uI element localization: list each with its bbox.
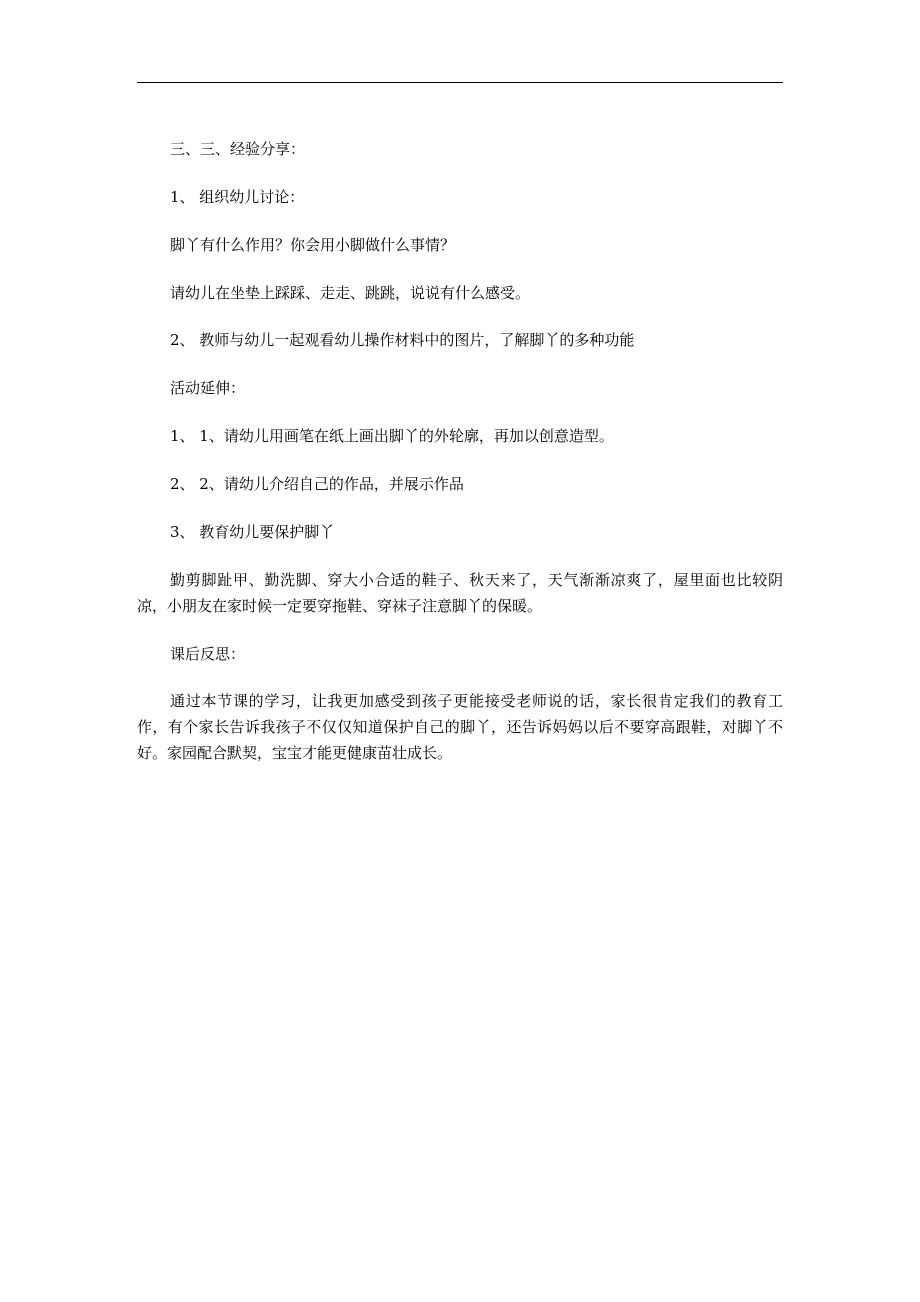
extension-item-3: 3、 教育幼儿要保护脚丫 <box>170 523 335 541</box>
care-paragraph: 勤剪脚趾甲、勤洗脚、穿大小合适的鞋子、秋天来了，天气渐渐凉爽了，屋里面也比较阴凉，小朋友在家时候一定要穿拖鞋、穿袜子注意脚丫的保暖。 <box>137 571 783 615</box>
instruction-line: 请幼儿在坐垫上踩踩、走走、跳跳，说说有什么感受。 <box>170 284 531 302</box>
extension-item-2: 2、 2、请幼儿介绍自己的作品，并展示作品 <box>170 475 464 493</box>
item-1-discussion: 1、 组织幼儿讨论： <box>170 188 305 206</box>
header-rule <box>137 82 783 83</box>
extension-heading: 活动延伸： <box>170 379 246 397</box>
item-2-pictures: 2、 教师与幼儿一起观看幼儿操作材料中的图片，了解脚丫的多种功能 <box>170 331 635 349</box>
extension-item-1: 1、 1、请幼儿用画笔在纸上画出脚丫的外轮廓，再加以创意造型。 <box>170 427 614 445</box>
section-heading-experience: 三、三、经验分享： <box>170 140 306 158</box>
question-line: 脚丫有什么作用？你会用小脚做什么事情？ <box>170 236 456 254</box>
reflection-heading: 课后反思： <box>170 645 246 663</box>
reflection-paragraph: 通过本节课的学习，让我更加感受到孩子更能接受老师说的话，家长很肯定我们的教育工作，有个家长告诉我孩子不仅仅知道保护自己的脚丫，还告诉妈妈以后不要穿高跟鞋，对脚丫不好。家园配合默契，宝宝才能更健康苗壮成长。 <box>137 692 783 762</box>
